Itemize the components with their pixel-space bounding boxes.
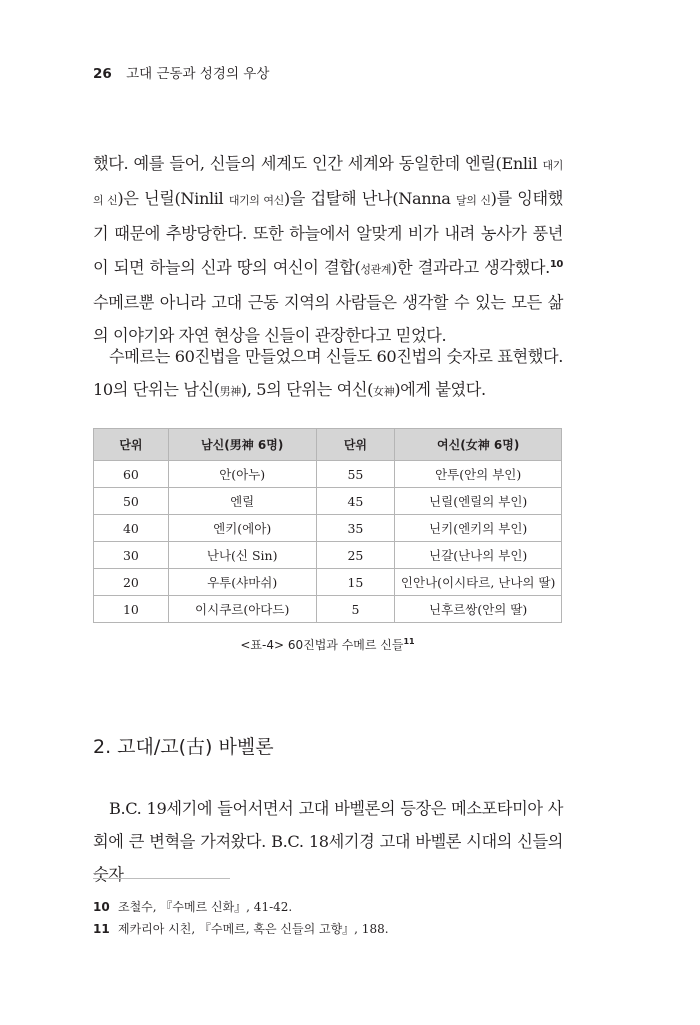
table-cell: 50 <box>94 488 169 515</box>
footnote-number: 10 <box>93 900 110 914</box>
page-number: 26 <box>93 66 112 82</box>
table-cell: 15 <box>316 569 395 596</box>
table-cell: 닌후르쌍(안의 딸) <box>395 596 562 623</box>
header-male-gods: 남신(男神 6명) <box>168 429 316 461</box>
footnote-divider <box>93 878 230 879</box>
running-header <box>93 62 269 82</box>
table-cell: 닌릴(엔릴의 부인) <box>395 488 562 515</box>
text-span: ), 5의 단위는 여신( <box>240 380 373 400</box>
paragraph-text: B.C. 19세기에 들어서면서 고대 바벨론의 등장은 메소포타미아 사회에 큰 변혁을 가져왔다. B.C. 18세기경 고대 바벨론 시대의 신들의 숫자 <box>93 799 563 885</box>
caption-text: <표-4> 60진법과 수메르 신들 <box>240 638 404 652</box>
table-cell: 인안나(이시타르, 난나의 딸) <box>395 569 562 596</box>
header-unit-male: 단위 <box>94 429 169 461</box>
gloss: 男神 <box>219 385 241 399</box>
table-row <box>94 461 562 488</box>
table-cell: 45 <box>316 488 395 515</box>
table-row <box>94 596 562 623</box>
gloss: 대기의 여신 <box>228 194 284 208</box>
table-cell: 우투(샤마쉬) <box>168 569 316 596</box>
gods-table <box>93 428 562 623</box>
table-cell: 30 <box>94 542 169 569</box>
gloss: 달의 신 <box>456 194 491 208</box>
body-paragraph-1 <box>93 147 563 352</box>
text-span: )을 겁탈해 난나(Nanna <box>283 189 457 209</box>
footnote-text: 제카리아 시친, 『수메르, 혹은 신들의 고향』, 188. <box>118 922 389 936</box>
table-row <box>94 515 562 542</box>
gloss: 성관계 <box>360 262 392 276</box>
table-cell: 안(아누) <box>168 461 316 488</box>
footnote-number: 11 <box>93 922 110 936</box>
header-unit-female: 단위 <box>316 429 395 461</box>
table-cell: 엔키(에아) <box>168 515 316 542</box>
text-span: )에게 붙였다. <box>394 380 486 400</box>
text-span: )은 닌릴(Ninlil <box>117 189 229 209</box>
table-cell: 20 <box>94 569 169 596</box>
text-span: 했다. 예를 들어, 신들의 세계도 인간 세계와 동일한데 엔릴(Enlil <box>93 154 543 173</box>
table-cell: 안투(안의 부인) <box>395 461 562 488</box>
text-span: 수메르는 60진법을 만들었으며 신들도 60진법의 숫자로 표현했다. 10의 단위는 남신( <box>93 347 563 400</box>
body-paragraph-3 <box>93 792 563 892</box>
table-cell: 5 <box>316 596 395 623</box>
gloss: 대기의 신 <box>93 159 563 208</box>
footnote-text: 조철수, 『수메르 신화』, 41-42. <box>118 900 293 914</box>
table-row <box>94 542 562 569</box>
table-cell: 닌키(엔키의 부인) <box>395 515 562 542</box>
table-cell: 40 <box>94 515 169 542</box>
running-title: 고대 근동과 성경의 우상 <box>126 66 270 82</box>
table-header-row <box>94 429 562 461</box>
table-cell: 60 <box>94 461 169 488</box>
text-span: )한 결과라고 생각했다. <box>391 257 550 277</box>
table-cell: 이시쿠르(아다드) <box>168 596 316 623</box>
table-cell: 35 <box>316 515 395 542</box>
header-female-gods: 여신(女神 6명) <box>395 429 562 461</box>
footnote-11 <box>93 920 389 937</box>
table-cell: 10 <box>94 596 169 623</box>
gloss: 女神 <box>372 385 395 399</box>
table-row <box>94 488 562 515</box>
table-cell: 25 <box>316 542 395 569</box>
table-cell: 55 <box>316 461 395 488</box>
table-cell: 난나(신 Sin) <box>168 542 316 569</box>
table-cell: 닌갈(난나의 부인) <box>395 542 562 569</box>
text-span: )를 잉태했기 때문에 추방당한다. 또한 하늘에서 알맞게 비가 내려 농사가 풍년이 되면 하늘의 신과 땅의 여신이 결합( <box>93 189 564 277</box>
footnote-ref-10[interactable]: 10 <box>549 258 563 270</box>
body-paragraph-2 <box>93 340 563 408</box>
footnote-ref-11[interactable]: 11 <box>403 637 415 646</box>
table-row <box>94 569 562 596</box>
table-cell: 엔릴 <box>168 488 316 515</box>
footnote-10 <box>93 898 292 915</box>
table-caption <box>93 636 562 653</box>
section-heading: 2. 고대/고(古) 바벨론 <box>93 736 274 758</box>
text-span: 수메르뿐 아니라 고대 근동 지역의 사람들은 생각할 수 있는 모든 삶의 이야기와 자연 현상을 신들이 관장한다고 믿었다. <box>93 292 563 346</box>
